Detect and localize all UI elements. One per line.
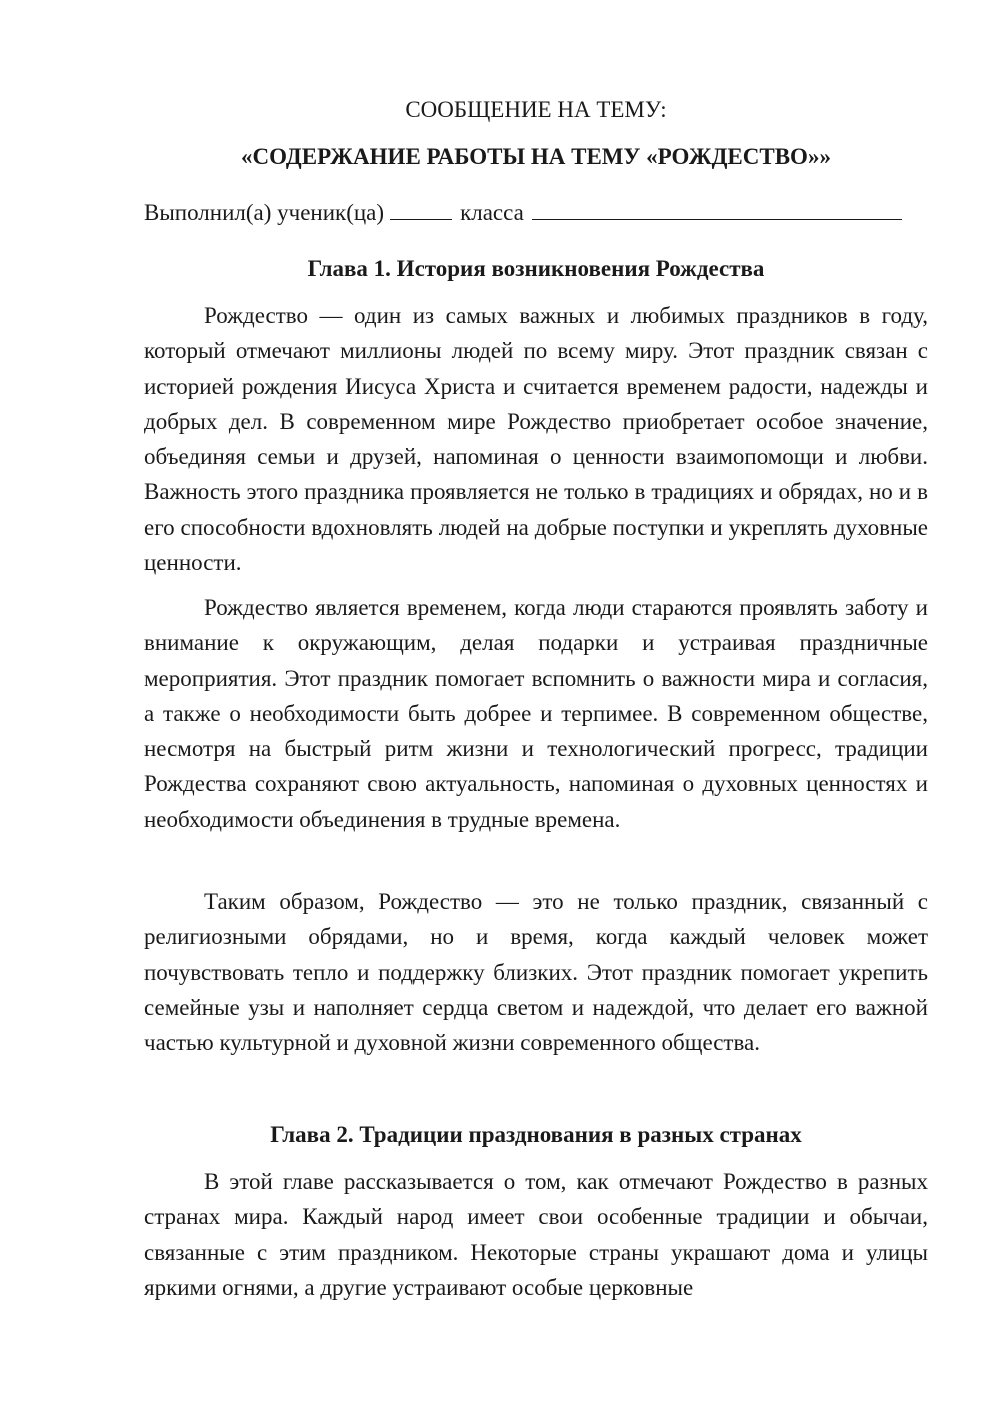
chapter-1-title: Глава 1. История возникновения Рождества bbox=[307, 256, 765, 281]
student-name-blank bbox=[532, 197, 902, 220]
chapter-2-title: Глава 2. Традиции празднования в разных странах bbox=[270, 1122, 802, 1147]
document-title: «СОДЕРЖАНИЕ РАБОТЫ НА ТЕМУ «РОЖДЕСТВО»» bbox=[241, 144, 831, 169]
chapter-1-paragraph-3: Таким образом, Рождество — это не только праздник, связанный с религиозными обрядами, но и время, когда каждый человек может почувствовать тепло и поддержку близких. Этот праздник помогает укрепить семейные узы и наполняет сердца светом и надеждой, что делает его важной частью культурной и духовной жизни современного общества. bbox=[144, 889, 928, 1056]
performed-by-label: Выполнил(а) ученик(ца) bbox=[144, 200, 385, 225]
class-label: класса bbox=[460, 200, 524, 225]
class-number-blank bbox=[390, 197, 452, 220]
chapter-1-paragraph-1: Рождество — один из самых важных и любимых праздников в году, который отмечают миллионы людей по всему миру. Этот праздник связан с историей рождения Иисуса Христа и считается временем радости, надежды и добрых дел. В современном мире Рождество приобретает особое значение, объединяя семьи и друзей, напоминая о ценности взаимопомощи и любви. Важность этого праздника проявляется не только в традициях и обрядах, но и в его способности вдохновлять людей на добрые поступки и укреплять духовные ценности. bbox=[144, 303, 928, 576]
chapter-2-paragraph-1: В этой главе рассказывается о том, как отмечают Рождество в разных странах мира. Каждый народ имеет свои особенные традиции и обычаи, связанные с этим праздником. Некоторые страны украшают дома и улицы яркими огнями, а другие устраивают особые церковные bbox=[144, 1169, 928, 1300]
document-header: СООБЩЕНИЕ НА ТЕМУ: bbox=[405, 97, 667, 122]
author-line bbox=[144, 197, 928, 228]
chapter-1-paragraph-2: Рождество является временем, когда люди стараются проявлять заботу и внимание к окружающим, делая подарки и устраивая праздничные мероприятия. Этот праздник помогает вспомнить о важности мира и согласия, а также о необходимости быть добрее и терпимее. В современном обществе, несмотря на быстрый ритм жизни и технологический прогресс, традиции Рождества сохраняют свою актуальность, напоминая о духовных ценностях и необходимости объединения в трудные времена. bbox=[144, 595, 928, 832]
